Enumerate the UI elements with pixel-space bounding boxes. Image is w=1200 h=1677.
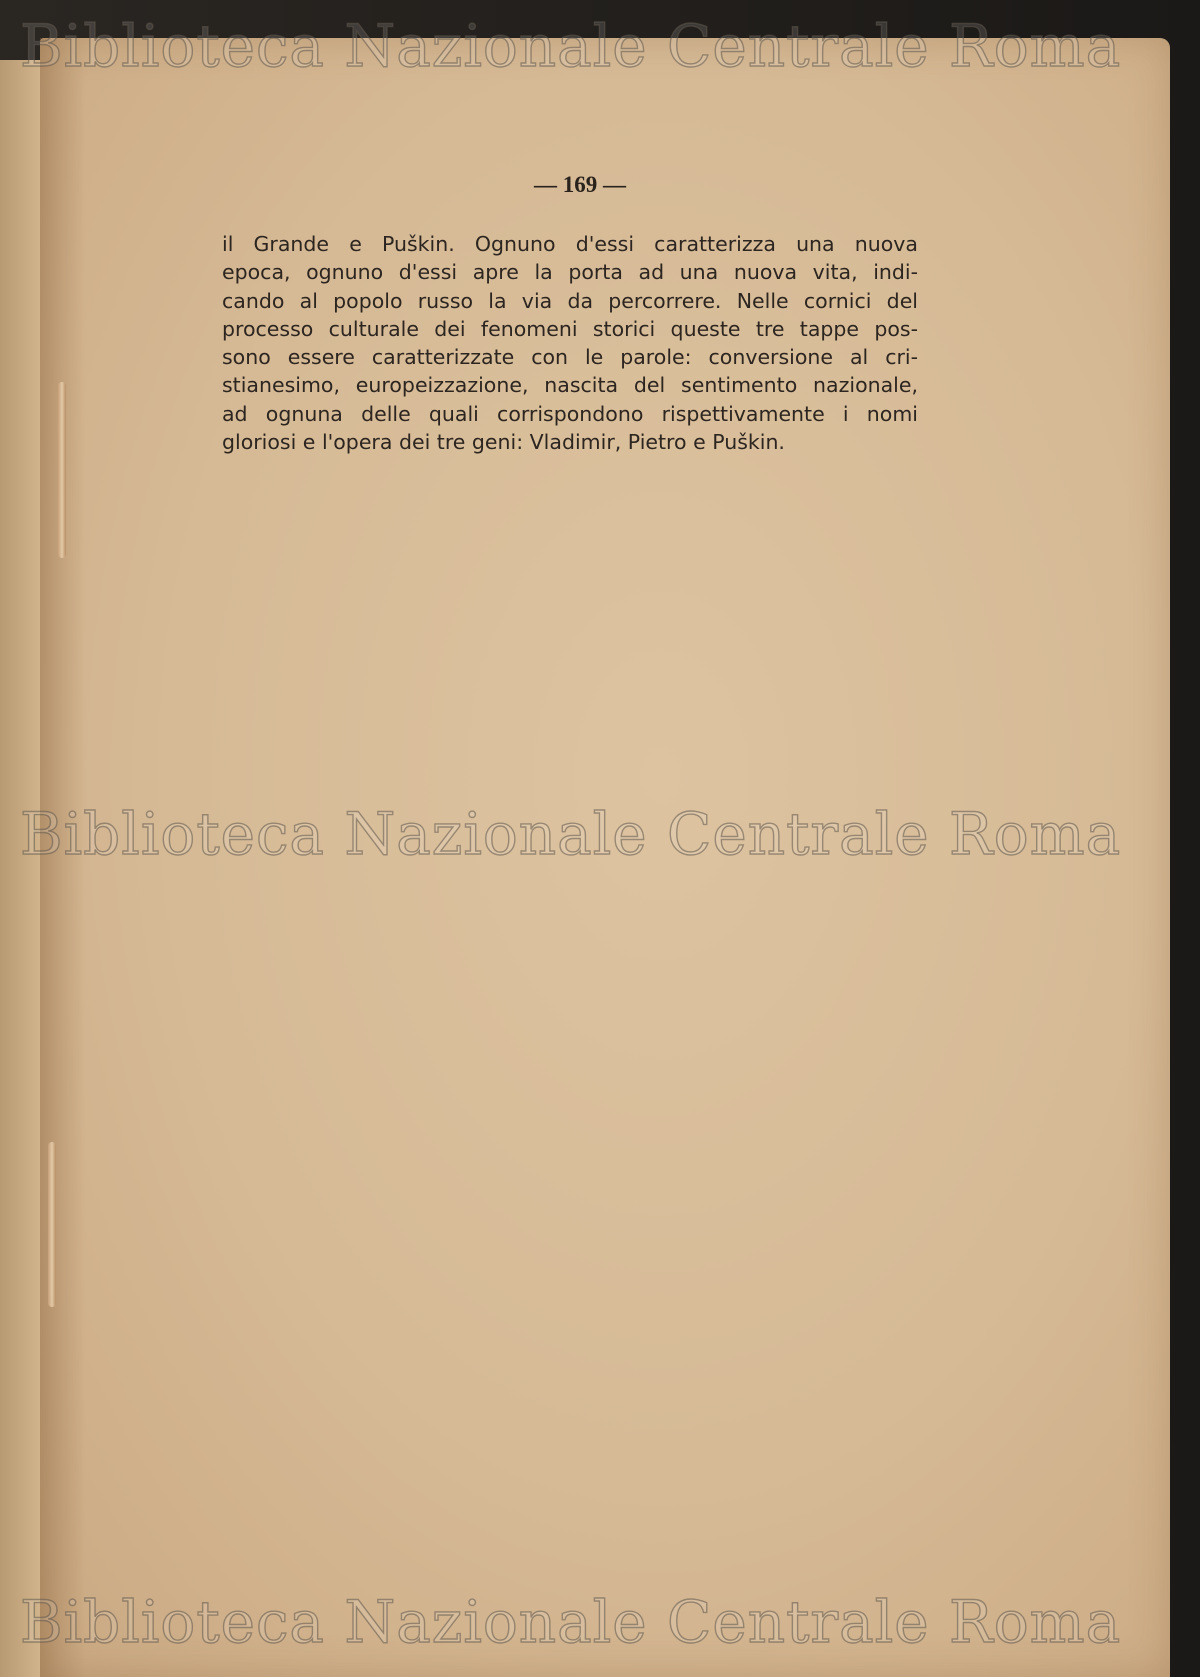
text-line: ad ognuna delle quali corrispondono rispettivamente i nomi xyxy=(222,401,918,426)
text-line: gloriosi e l'opera dei tre geni: Vladimir, Pietro e Puškin. xyxy=(222,430,785,455)
page-number: — 169 — xyxy=(534,172,626,197)
text-line: processo culturale dei fenomeni storici queste tre tappe pos- xyxy=(222,316,918,341)
text-line: il Grande e Puškin. Ognuno d'essi caratterizza una nuova xyxy=(222,232,918,256)
text-line: cando al popolo russo la via da percorrere. Nelle cornici del xyxy=(222,288,918,313)
text-line: stianesimo, europeizzazione, nascita del sentimento nazionale, xyxy=(222,373,918,398)
binding-stitch xyxy=(58,382,66,558)
binding-stitch xyxy=(48,1142,56,1307)
page-gutter-shadow xyxy=(40,38,86,1677)
text-line: sono essere caratterizzate con le parole: conversione al cri- xyxy=(222,345,918,370)
text-line: epoca, ognuno d'essi apre la porta ad una nuova vita, indi- xyxy=(222,260,918,285)
page-body-text xyxy=(222,230,918,456)
